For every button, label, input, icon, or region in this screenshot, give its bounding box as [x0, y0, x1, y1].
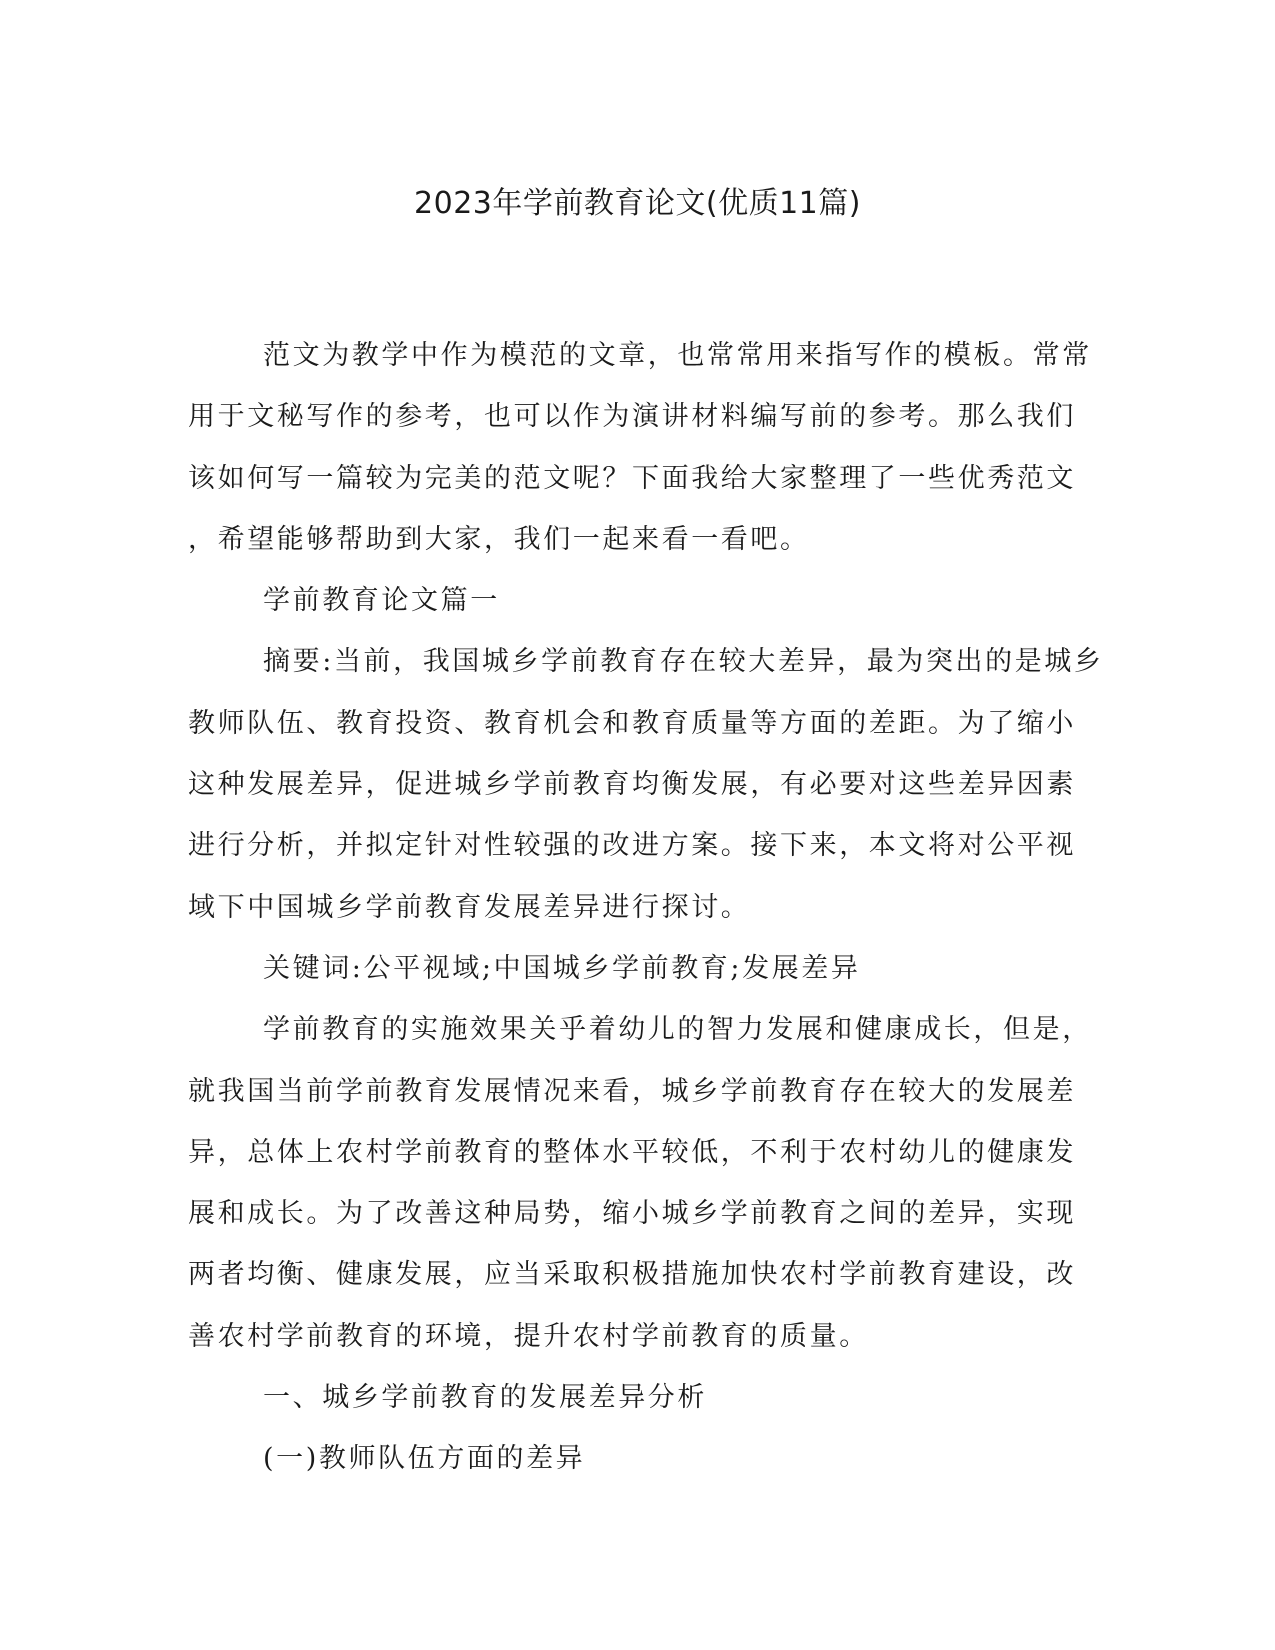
text-line: 摘要:当前，我国城乡学前教育存在较大差异，最为突出的是城乡	[263, 646, 1104, 678]
abstract-paragraph	[188, 631, 1104, 937]
text-line: 域下中国城乡学前教育发展差异进行探讨。	[188, 891, 751, 923]
text-line: 学前教育论文篇一	[263, 585, 500, 617]
text-line: 异，总体上农村学前教育的整体水平较低，不利于农村幼儿的健康发	[188, 1136, 1076, 1168]
text-line: 教师队伍、教育投资、教育机会和教育质量等方面的差距。为了缩小	[188, 707, 1076, 739]
text-line: 展和成长。为了改善这种局势，缩小城乡学前教育之间的差异，实现	[188, 1198, 1076, 1230]
text-line: 范文为教学中作为模范的文章，也常常用来指写作的模板。常常	[263, 340, 1092, 371]
text-line: 该如何写一篇较为完美的范文呢？下面我给大家整理了一些优秀范文	[188, 462, 1076, 494]
text-line: 就我国当前学前教育发展情况来看，城乡学前教育存在较大的发展差	[188, 1075, 1076, 1107]
body-paragraph	[188, 999, 1092, 1367]
text-line: 这种发展差异，促进城乡学前教育均衡发展，有必要对这些差异因素	[188, 769, 1076, 801]
text-line: 关键词:公平视域;中国城乡学前教育;发展差异	[263, 952, 861, 984]
text-line: 善农村学前教育的环境，提升农村学前教育的质量。	[188, 1320, 869, 1352]
section-heading-article-one	[188, 570, 1088, 631]
text-line: 一、城乡学前教育的发展差异分析	[263, 1382, 707, 1414]
subsection-heading-one	[188, 1428, 1088, 1489]
section-heading-one	[188, 1367, 1088, 1428]
text-line: ，希望能够帮助到大家，我们一起来看一看吧。	[188, 523, 810, 555]
keywords-paragraph	[188, 938, 1088, 999]
document-title: 2023年学前教育论文(优质11篇)	[414, 186, 861, 221]
text-line: (一)教师队伍方面的差异	[263, 1443, 586, 1475]
text-line: 学前教育的实施效果关乎着幼儿的智力发展和健康成长，但是，	[263, 1014, 1092, 1046]
text-line: 两者均衡、健康发展，应当采取积极措施加快农村学前教育建设，改	[188, 1259, 1076, 1291]
document-body	[188, 325, 1104, 1490]
intro-paragraph	[188, 325, 1092, 570]
text-line: 用于文秘写作的参考，也可以作为演讲材料编写前的参考。那么我们	[188, 401, 1076, 433]
text-line: 进行分析，并拟定针对性较强的改进方案。接下来，本文将对公平视	[188, 830, 1076, 862]
